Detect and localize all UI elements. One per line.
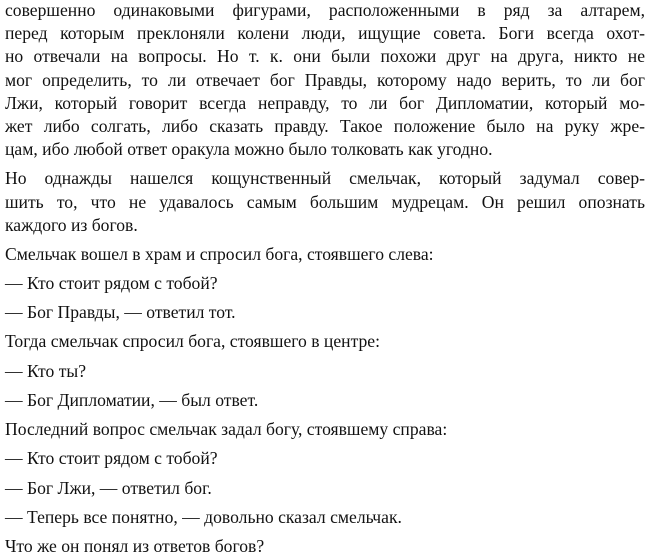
dialogue-line: — Кто ты? — [5, 360, 87, 381]
dialogue-line: — Теперь все понятно, — довольно сказал смельчак. — [5, 506, 402, 527]
paragraph-question-left: Смельчак вошел в храм и спросил бога, стоявшего слева: — [5, 243, 434, 264]
dialogue-line: — Бог Дипломатии, — был ответ. — [5, 389, 259, 410]
text-line: цам, ибо любой ответ оракула можно было толковать как угодно. — [5, 139, 493, 160]
paragraph-question-center: Тогда смельчак спросил бога, стоявшего в центре: — [5, 331, 380, 352]
text-line: Но однажды нашелся кощунственный смельчак, который задумал совер- — [5, 168, 645, 189]
paragraph-final-question: Что же он понял из ответов богов? — [5, 535, 265, 556]
text-line: мог определить, то ли отвечает бог Правды, которому надо верить, то ли бог — [5, 69, 645, 90]
dialogue-line: — Кто стоит рядом с тобой? — [5, 273, 218, 294]
text-line: Лжи, который говорит всегда неправду, то ли бог Дипломатии, который мо- — [5, 92, 645, 113]
text-line: шить то, что не удавалось самым большим мудрецам. Он решил опознать — [5, 191, 645, 212]
text-line: жет либо солгать, либо сказать правду. Такое положение было на руку жре- — [5, 115, 645, 136]
paragraph-question-right: Последний вопрос смельчак задал богу, стоявшему справа: — [5, 419, 448, 440]
text-line: перед которым преклоняли колени люди, ищущие совета. Боги всегда охот- — [5, 23, 645, 44]
text-line: совершенно одинаковыми фигурами, расположенными в ряд за алтарем, — [5, 0, 645, 20]
paragraph-oracle-description — [5, 0, 645, 161]
text-line: но отвечали на вопросы. Но т. к. они были похожи друг на друга, никто не — [5, 46, 645, 67]
document-page — [5, 0, 645, 558]
dialogue-line: — Кто стоит рядом с тобой? — [5, 448, 218, 469]
dialogue-line: — Бог Лжи, — ответил бог. — [5, 477, 212, 498]
text-line: каждого из богов. — [5, 214, 138, 235]
paragraph-daredevil-intro — [5, 167, 645, 237]
dialogue-line: — Бог Правды, — ответил тот. — [5, 302, 236, 323]
